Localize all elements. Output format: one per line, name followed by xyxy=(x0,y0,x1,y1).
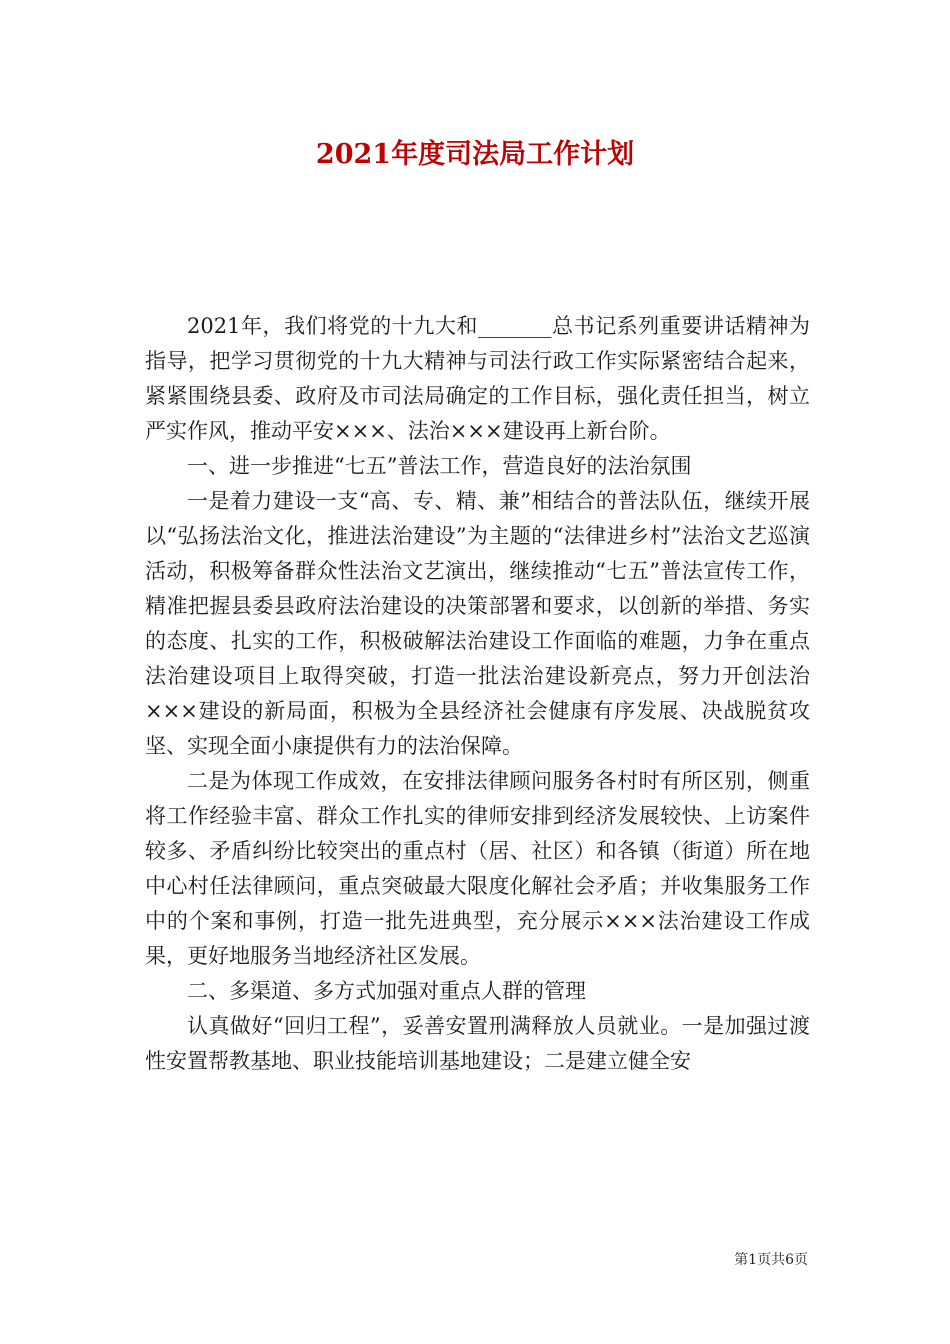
document-body xyxy=(145,309,810,1079)
section-heading-1: 一、进一步推进“七五”普法工作，营造良好的法治氛围 xyxy=(187,454,692,478)
paragraph-section1-point2: 二是为体现工作成效，在安排法律顾问服务各村时有所区别，侧重将工作经验丰富、群众工作扎实的律师安排到经济发展较快、上访案件较多、矛盾纠纷比较突出的重点村（居、社区）和各镇（街道）所在地中心村任法律顾问，重点突破最大限度化解社会矛盾；并收集服务工作中的个案和事例，打造一批先进典型，充分展示×××法治建设工作成果，更好地服务当地经济社区发展。 xyxy=(145,769,810,968)
page-title: 2021年度司法局工作计划 xyxy=(315,139,635,170)
paragraph-section2-intro: 认真做好“回归工程”，妥善安置刑满释放人员就业。一是加强过渡性安置帮教基地、职业技能培训基地建设；二是建立健全安 xyxy=(145,1014,810,1073)
section-heading-2: 二、多渠道、多方式加强对重点人群的管理 xyxy=(187,979,586,1003)
page-number: 第1页共6页 xyxy=(734,1252,808,1268)
paragraph-section1-point1: 一是着力建设一支“高、专、精、兼”相结合的普法队伍，继续开展以“弘扬法治文化，推进法治建设”为主题的“法律进乡村”法治文艺巡演活动，积极筹备群众性法治文艺演出，继续推动“七五”普法宣传工作，精准把握县委县政府法治建设的决策部署和要求，以创新的举措、务实的态度、扎实的工作，积极破解法治建设工作面临的难题，力争在重点法治建设项目上取得突破，打造一批法治建设新亮点，努力开创法治×××建设的新局面，积极为全县经济社会健康有序发展、决战脱贫攻坚、实现全面小康提供有力的法治保障。 xyxy=(145,489,810,758)
paragraph-intro: 2021年，我们将党的十九大和_______总书记系列重要讲话精神为指导，把学习贯彻党的十九大精神与司法行政工作实际紧密结合起来，紧紧围绕县委、政府及市司法局确定的工作目标，强化责任担当，树立严实作风，推动平安×××、法治×××建设再上新台阶。 xyxy=(145,314,810,443)
